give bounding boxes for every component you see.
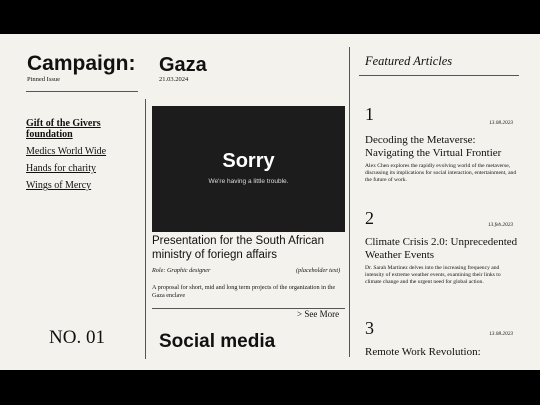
article-description: Dr. Sarah Martinez delves into the increasing frequency and intensity of extreme weather events, examining their links to climate change and the urgent need for global action. [365,265,501,285]
video-error-message: We're having a little trouble. [208,178,289,185]
issue-title: Gaza [159,54,207,76]
article-number: 3 [365,318,374,338]
presentation-title: Presentation for the South African ministry of foriegn affairs [152,235,324,261]
nav-link-gift-of-the-givers[interactable]: Gift of the Givers foundation [26,118,101,140]
left-header-divider [26,91,138,92]
article-date: 13.08.2023 [489,120,513,126]
issue-date: 21.03.2024 [159,76,189,83]
featured-articles-heading: Featured Articles [365,54,453,68]
featured-header-divider [359,75,519,76]
right-column-divider [349,47,350,357]
article-date: 13.feb.2023 [487,222,513,228]
article-number: 1 [365,104,374,124]
pinned-issue-label: Pinned Issue [27,76,61,83]
video-error-title: Sorry [222,150,275,172]
article-title[interactable]: Climate Crisis 2.0: Unprecedented Weather Events [365,236,518,261]
article-title[interactable]: Decoding the Metaverse: Navigating the Virtual Frontier [365,134,502,159]
campaign-title: Campaign: [27,52,136,75]
presentation-description: A proposal for short, mid and long term projects of the organization in the Gaza enclave [152,284,336,299]
article-date: 13.08.2023 [489,331,513,337]
social-media-heading: Social media [159,331,276,352]
left-column-divider [145,99,146,359]
video-player[interactable] [152,106,345,232]
issue-number: NO. 01 [49,327,105,348]
page-canvas [0,34,540,370]
article-title[interactable]: Remote Work Revolution: [365,346,481,358]
placeholder-label: (placeholder text) [296,267,341,274]
presentation-role: Role: Graphic designer [152,267,211,274]
nav-link-hands-for-charity[interactable]: Hands for charity [26,163,96,174]
article-number: 2 [365,208,374,228]
article-description: Alex Chen explores the rapidly evolving world of the metaverse, discussing its implications for social interaction, entertainment, and the future of work. [365,163,517,183]
see-more-link[interactable]: > See More [297,309,340,319]
nav-link-wings-of-mercy[interactable]: Wings of Mercy [26,180,92,191]
nav-link-medics-world-wide[interactable]: Medics World Wide [26,146,107,157]
